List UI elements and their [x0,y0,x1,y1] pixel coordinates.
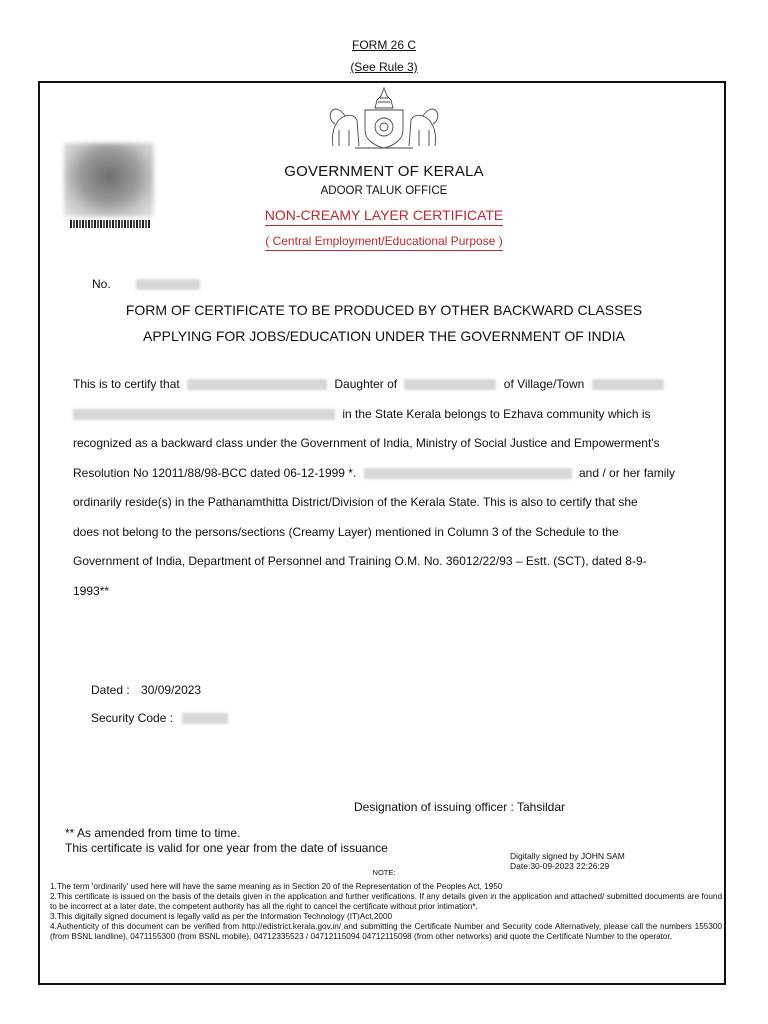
body-line: ordinarily reside(s) in the Pathanamthitta District/Division of the Kerala State. This is also to certify that she [73,495,638,509]
validity-note: This certificate is valid for one year from the date of issuance [65,841,388,855]
certificate-number-line [92,277,200,291]
form-heading-line2: APPLYING FOR JOBS/EDUCATION UNDER THE GOVERNMENT OF INDIA [142,328,626,344]
note-item: 1.The term 'ordinarily' used here will have the same meaning as in Section 20 of the Representation of the Peoples Act, 1950 [50,882,503,891]
body-text-segment: Resolution No 12011/88/98-BCC dated 06-12-1999 *. [73,465,357,480]
digital-signature-date: Date:30-09-2023 22:26:29 [510,861,610,871]
certificate-purpose [0,234,768,248]
security-code-label: Security Code : [91,711,174,725]
certificate-body [73,370,711,606]
address-redacted [73,409,335,420]
body-text-segment: of Village/Town [503,377,585,391]
applicant-photo [64,143,154,217]
dated-line [91,683,201,697]
certificate-title-text: NON-CREAMY LAYER CERTIFICATE [265,207,504,226]
note-item: 3.This digitally signed document is legally valid as per the Information Technology (IT)Act,2000 [50,912,393,921]
dated-label: Dated : [91,683,130,697]
body-text-segment: and / or her family [579,465,676,480]
body-line [73,459,711,489]
family-member-redacted [364,468,572,479]
certificate-number-label: No. [92,277,111,291]
digital-signature-name: Digitally signed by JOHN SAM [510,851,625,861]
form-rule: (See Rule 3) [350,60,418,74]
certificate-number-redacted [136,279,200,290]
body-line: Government of India, Department of Personnel and Training O.M. No. 36012/22/93 – Estt. (SCT), dated 8-9- [73,554,647,568]
village-name-redacted [592,379,664,390]
amended-note: ** As amended from time to time. [65,826,241,840]
kerala-emblem-icon [325,86,443,150]
form-heading-line1: FORM OF CERTIFICATE TO BE PRODUCED BY OTHER BACKWARD CLASSES [125,302,643,318]
body-line: recognized as a backward class under the Government of India, Ministry of Social Justice and Empowerment's [73,436,660,450]
dated-value: 30/09/2023 [141,683,202,697]
body-line: does not belong to the persons/sections (Creamy Layer) mentioned in Column 3 of the Schedule to the [73,524,619,539]
body-line [73,370,711,400]
security-code-redacted [182,713,228,724]
government-title: GOVERNMENT OF KERALA [284,163,484,180]
body-line: 1993** [73,583,110,598]
note-item: 2.This certificate is issued on the basis of the details given in the application and further verifications. If any details given in the application and attached/ submitted documents are found to be incorrect at a later date, the competent authority has all the right to cancel the certificate without prior intimation*. [50,892,722,911]
note-item: 4.Authenticity of this document can be verified from http://edistrict.kerala.gov.in/ and submitting the Certificate Number and Security code Alternatively, please call the numbers 155300 (from BSNL landline), 0471155300 (from BSNL mobile), 04712335523 / 04712115094 04712115098 (from other networks) and quote the Certificate Number to the operator. [50,922,722,941]
issuing-officer-designation: Designation of issuing officer : Tahsildar [354,800,566,814]
office-name: ADOOR TALUK OFFICE [320,185,448,197]
body-text-segment: Daughter of [334,377,398,391]
certificate-title [0,207,768,223]
body-text-segment: This is to certify that [73,377,180,391]
notes-list [50,882,722,942]
parent-name-redacted [404,379,496,390]
note-label: NOTE: [372,868,396,877]
body-text-segment: in the State Kerala belongs to Ezhava community which is [342,406,651,421]
form-number: FORM 26 C [351,38,416,52]
applicant-name-redacted [187,379,327,390]
body-line [73,400,711,430]
certificate-purpose-text: ( Central Employment/Educational Purpose ) [265,234,502,251]
security-code-line [91,711,228,725]
